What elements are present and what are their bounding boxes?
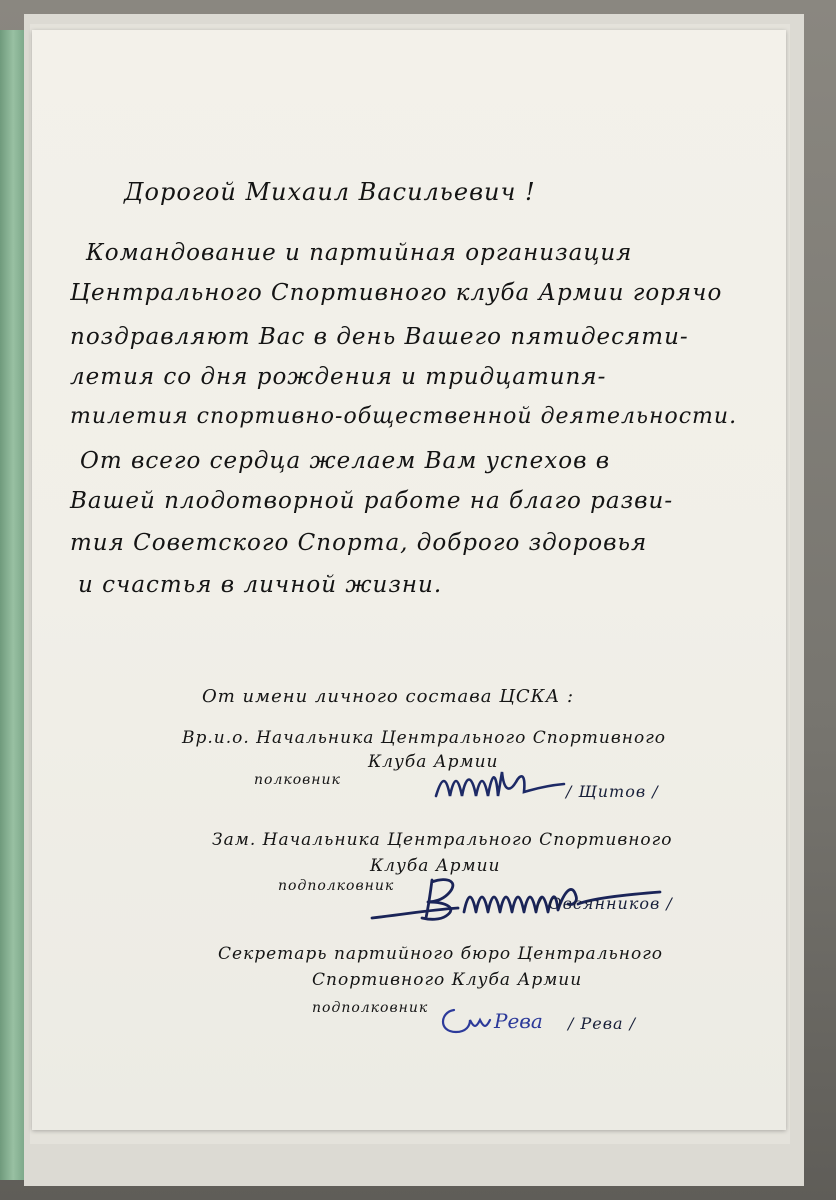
body-line-2: Центрального Спортивного клуба Армии горячо (70, 280, 723, 306)
body-line-4: летия со дня рождения и тридцатипя- (70, 364, 607, 390)
sig2-title-line1: Зам. Начальника Центрального Спортивного (212, 830, 673, 850)
sig1-signature-scribble (432, 762, 572, 806)
sig2-name: / Овсянников / (536, 894, 673, 913)
sig2-signature-scribble (368, 852, 668, 932)
sig1-title-line1: Вр.и.о. Начальника Центрального Спортивного (182, 728, 667, 748)
sig3-signature-scribble (436, 1002, 566, 1040)
body-line-3: поздравляют Вас в день Вашего пятидесяти- (70, 324, 689, 350)
sig3-title-line1: Секретарь партийного бюро Центрального (218, 944, 664, 964)
body-line-8: тия Советского Спорта, доброго здоровья (70, 530, 648, 556)
letter-page (32, 30, 786, 1130)
body-line-9: и счастья в личной жизни. (78, 572, 443, 598)
sig2-rank: подполковник (278, 878, 395, 894)
sig3-title-line2: Спортивного Клуба Армии (312, 970, 583, 990)
sig3-name: / Рева / (568, 1014, 637, 1033)
body-line-5: тилетия спортивно-общественной деятельности. (70, 404, 738, 429)
sig1-title-line2: Клуба Армии (368, 752, 499, 772)
folder-green-edge (0, 30, 24, 1180)
sig3-signature-text: Рева (494, 1009, 543, 1033)
sig2-title-line2: Клуба Армии (370, 856, 501, 876)
signatures-header: От имени личного состава ЦСКА : (202, 686, 575, 707)
sig3-rank: подполковник (312, 1000, 429, 1016)
body-line-1: Командование и партийная организация (86, 240, 633, 266)
salutation: Дорогой Михаил Васильевич ! (124, 178, 536, 206)
body-line-7: Вашей плодотворной работе на благо разви- (70, 488, 674, 514)
sig1-rank: полковник (254, 772, 341, 788)
sig1-name: / Щитов / (566, 782, 659, 801)
body-line-6: От всего сердца желаем Вам успехов в (80, 448, 611, 474)
